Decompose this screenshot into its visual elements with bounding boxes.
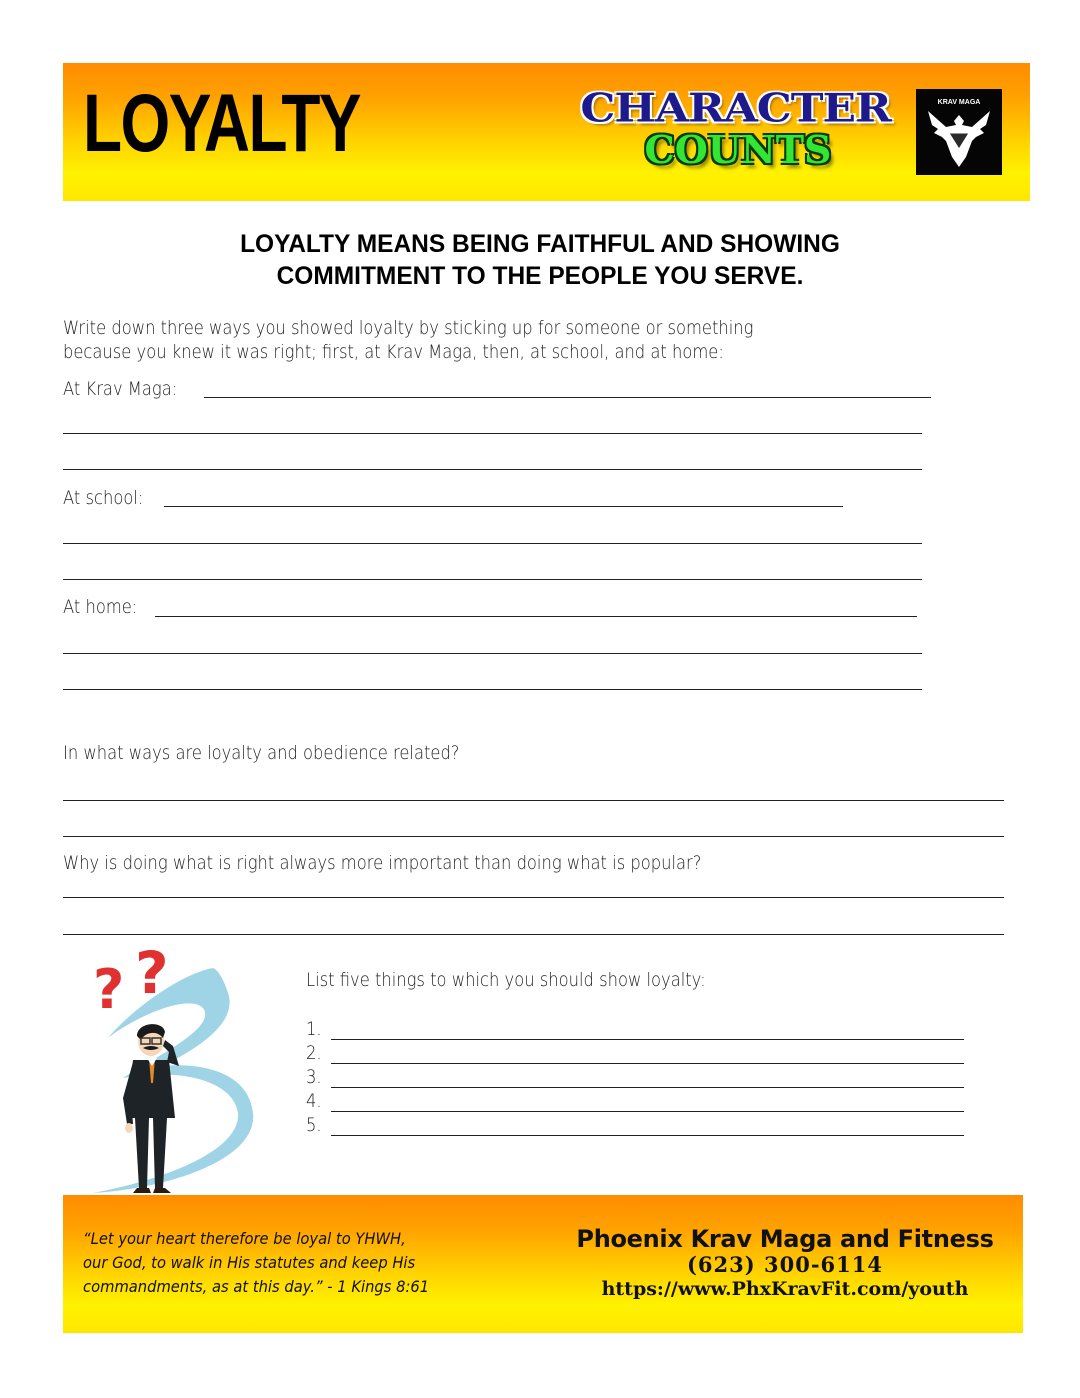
- definition-heading: [73, 228, 1008, 292]
- section-label-krav-maga: At Krav Maga:: [63, 378, 178, 400]
- definition-line-2: COMMITMENT TO THE PEOPLE YOU SERVE.: [276, 262, 804, 290]
- section-label-home: At home:: [63, 596, 138, 618]
- krav-maga-badge: [916, 89, 1002, 175]
- list-number-4: 4.: [306, 1090, 322, 1112]
- list-number-1: 1.: [306, 1018, 322, 1040]
- scripture-quote: [83, 1227, 469, 1299]
- instructions-line-1: Write down three ways you showed loyalty by sticking up for someone or something: [63, 317, 754, 339]
- organization-name: Phoenix Krav Maga and Fitness: [576, 1225, 994, 1253]
- instructions-line-2: because you knew it was right; first, at Krav Maga, then, at school, and at home:: [63, 341, 724, 363]
- counts-logo-text: COUNTS: [644, 127, 832, 172]
- quote-line-2: our God, to walk in His statutes and keep His: [83, 1253, 416, 1272]
- answer-line-home-1[interactable]: [155, 616, 917, 617]
- answer-line-school-3[interactable]: [63, 579, 922, 580]
- list-number-2: 2.: [306, 1042, 322, 1064]
- answer-line-krav-maga-2[interactable]: [63, 433, 922, 434]
- page-title: LOYALTY: [83, 78, 360, 169]
- footer-banner: [63, 1195, 1023, 1333]
- list-answer-line-3[interactable]: [331, 1087, 964, 1088]
- section-label-school: At school:: [63, 487, 144, 509]
- answer-line-krav-maga-1[interactable]: [204, 397, 931, 398]
- question-loyalty-obedience: In what ways are loyalty and obedience related?: [63, 742, 460, 764]
- character-counts-logo: [568, 87, 903, 177]
- answer-line-home-2[interactable]: [63, 653, 922, 654]
- answer-line-q1-2[interactable]: [63, 836, 1004, 837]
- answer-line-q2-1[interactable]: [63, 897, 1004, 898]
- phone-number: (623) 300-6114: [686, 1252, 884, 1277]
- list-answer-line-1[interactable]: [331, 1039, 964, 1040]
- confused-man-question-marks-icon: [63, 948, 258, 1198]
- character-logo-text: CHARACTER: [580, 85, 891, 132]
- svg-text:?: ?: [135, 948, 169, 1007]
- contact-info: [565, 1225, 1005, 1301]
- answer-line-q2-2[interactable]: [63, 934, 1004, 935]
- list-number-5: 5.: [306, 1114, 322, 1136]
- list-number-3: 3.: [306, 1066, 322, 1088]
- answer-line-q1-1[interactable]: [63, 800, 1004, 801]
- krav-maga-badge-text: KRAV MAGA: [937, 99, 981, 106]
- definition-line-1: LOYALTY MEANS BEING FAITHFUL AND SHOWING: [240, 230, 840, 258]
- quote-line-3: commandments, as at this day.” - 1 Kings 8:61: [83, 1277, 430, 1296]
- answer-line-school-2[interactable]: [63, 543, 922, 544]
- answer-line-home-3[interactable]: [63, 689, 922, 690]
- website-link[interactable]: https://www.PhxKravFit.com/youth: [601, 1278, 969, 1300]
- list-answer-line-2[interactable]: [331, 1063, 964, 1064]
- eagle-icon: [924, 107, 994, 169]
- question-right-vs-popular: Why is doing what is right always more important than doing what is popular?: [63, 852, 702, 874]
- answer-line-school-1[interactable]: [164, 506, 843, 507]
- list-answer-line-5[interactable]: [331, 1135, 964, 1136]
- list-answer-line-4[interactable]: [331, 1111, 964, 1112]
- list-prompt: List five things to which you should show loyalty:: [306, 969, 706, 991]
- svg-text:?: ?: [93, 958, 125, 1021]
- header-banner: [63, 63, 1030, 201]
- answer-line-krav-maga-3[interactable]: [63, 469, 922, 470]
- quote-line-1: “Let your heart therefore be loyal to YHWH,: [83, 1229, 406, 1248]
